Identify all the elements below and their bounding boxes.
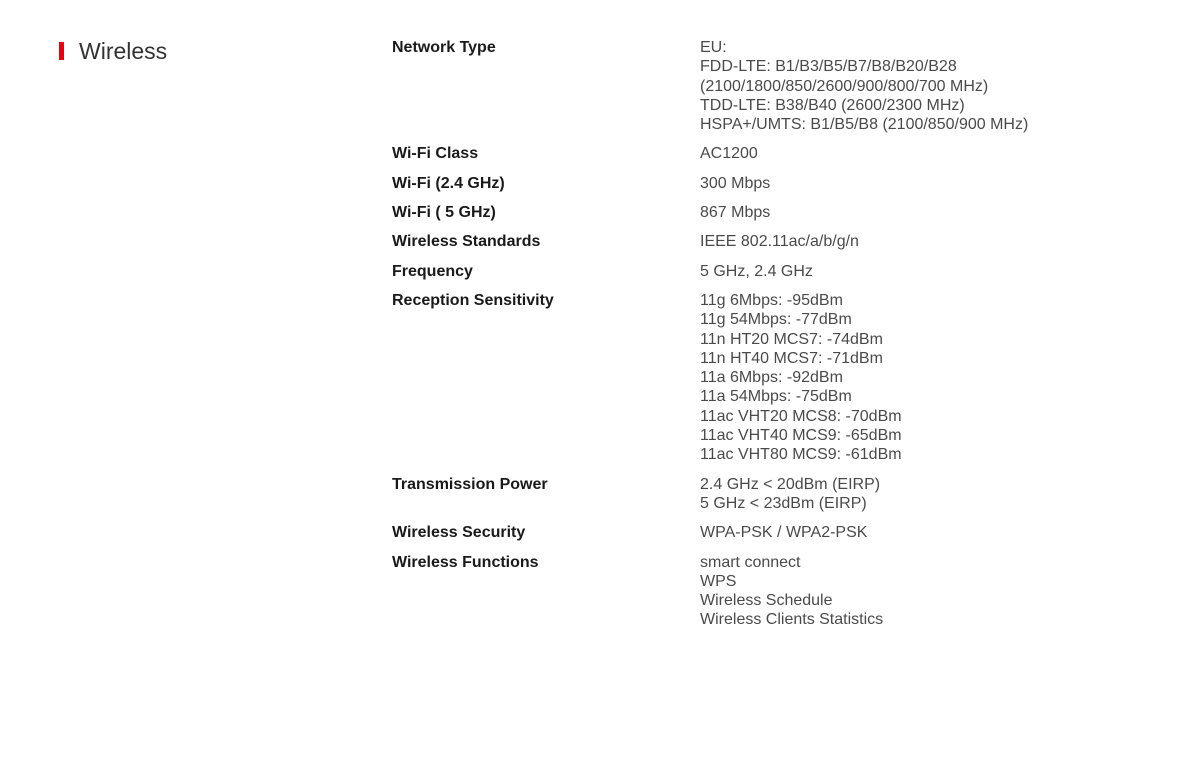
spec-value: 867 Mbps <box>700 204 771 222</box>
spec-value: 11n HT20 MCS7: -74dBm <box>700 330 883 348</box>
spec-value: Wireless Clients Statistics <box>700 611 884 629</box>
spec-value: TDD-LTE: B38/B40 (2600/2300 MHz) <box>700 96 965 114</box>
spec-row <box>392 523 1172 542</box>
section-header <box>59 37 167 65</box>
spec-row <box>392 553 1172 630</box>
spec-values <box>700 262 1172 281</box>
spec-value: 11a 6Mbps: -92dBm <box>700 369 843 387</box>
spec-value: AC1200 <box>700 145 758 163</box>
section-accent-bar <box>59 42 64 60</box>
spec-value: 11ac VHT80 MCS9: -61dBm <box>700 446 902 464</box>
spec-value: (2100/1800/850/2600/900/800/700 MHz) <box>700 77 989 95</box>
spec-values <box>700 523 1172 542</box>
spec-value: FDD-LTE: B1/B3/B5/B7/B8/B20/B28 <box>700 58 957 76</box>
spec-label: Wi-Fi (2.4 GHz) <box>392 174 505 192</box>
spec-value: 11n HT40 MCS7: -71dBm <box>700 349 883 367</box>
spec-row <box>392 475 1172 514</box>
spec-label: Reception Sensitivity <box>392 291 554 309</box>
spec-row <box>392 38 1172 134</box>
spec-label: Wireless Security <box>392 524 526 542</box>
spec-label: Frequency <box>392 262 473 280</box>
spec-value: WPA-PSK / WPA2-PSK <box>700 524 868 542</box>
spec-values <box>700 291 1172 465</box>
spec-label: Network Type <box>392 39 496 56</box>
spec-value: smart connect <box>700 553 801 571</box>
section-title: Wireless <box>79 38 168 64</box>
spec-values <box>700 475 1172 514</box>
spec-value: IEEE 802.11ac/a/b/g/n <box>700 233 859 251</box>
spec-value: 11ac VHT20 MCS8: -70dBm <box>700 407 902 425</box>
spec-values <box>700 174 1172 193</box>
spec-values <box>700 203 1172 222</box>
spec-label: Wireless Functions <box>392 553 539 571</box>
spec-row <box>392 291 1172 465</box>
spec-values <box>700 38 1172 134</box>
spec-value: 11g 54Mbps: -77dBm <box>700 311 852 329</box>
spec-label: Transmission Power <box>392 475 548 493</box>
spec-value: 5 GHz < 23dBm (EIRP) <box>700 494 867 512</box>
spec-row <box>392 144 1172 163</box>
spec-row <box>392 203 1172 222</box>
spec-value: 11ac VHT40 MCS9: -65dBm <box>700 427 902 445</box>
spec-value: 11g 6Mbps: -95dBm <box>700 291 843 309</box>
spec-label: Wi-Fi Class <box>392 145 479 163</box>
spec-row <box>392 262 1172 281</box>
spec-value: WPS <box>700 572 737 590</box>
spec-values <box>700 553 1172 630</box>
spec-value: HSPA+/UMTS: B1/B5/B8 (2100/850/900 MHz) <box>700 116 1029 134</box>
spec-row <box>392 232 1172 251</box>
spec-value: 11a 54Mbps: -75dBm <box>700 388 852 406</box>
spec-value: 5 GHz, 2.4 GHz <box>700 262 813 280</box>
spec-value: Wireless Schedule <box>700 592 833 610</box>
spec-values <box>700 144 1172 163</box>
spec-values <box>700 232 1172 251</box>
spec-value: 2.4 GHz < 20dBm (EIRP) <box>700 475 881 493</box>
spec-label: Wi-Fi ( 5 GHz) <box>392 204 496 222</box>
spec-row <box>392 174 1172 193</box>
spec-value: 300 Mbps <box>700 174 771 192</box>
spec-value: EU: <box>700 39 727 56</box>
spec-label: Wireless Standards <box>392 233 541 251</box>
spec-table <box>392 38 1172 640</box>
